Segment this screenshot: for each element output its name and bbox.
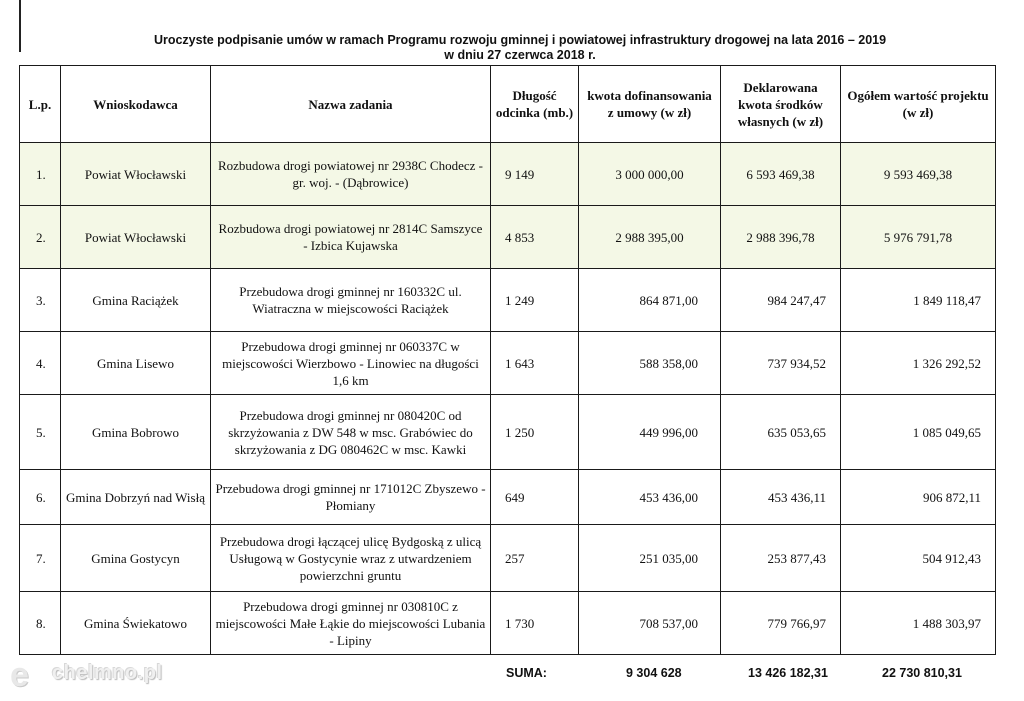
cell-length: 257 xyxy=(491,525,579,592)
cell-own-funds: 635 053,65 xyxy=(721,395,841,470)
cell-total: 1 849 118,47 xyxy=(841,269,996,332)
cell-lp: 1. xyxy=(20,143,61,206)
cell-total: 1 326 292,52 xyxy=(841,332,996,395)
cell-own-funds: 253 877,43 xyxy=(721,525,841,592)
table-row xyxy=(20,143,996,206)
header-length: Długość odcinka (mb.) xyxy=(491,66,579,143)
cell-applicant: Gmina Dobrzyń nad Wisłą xyxy=(61,470,211,525)
summary-total: 22 730 810,31 xyxy=(882,666,962,680)
cell-task: Rozbudowa drogi powiatowej nr 2938C Chodecz - gr. woj. - (Dąbrowice) xyxy=(211,143,491,206)
cell-funding: 864 871,00 xyxy=(579,269,721,332)
cell-applicant: Gmina Bobrowo xyxy=(61,395,211,470)
cell-length: 9 149 xyxy=(491,143,579,206)
cell-length: 1 250 xyxy=(491,395,579,470)
cell-own-funds: 6 593 469,38 xyxy=(721,143,841,206)
cell-funding: 453 436,00 xyxy=(579,470,721,525)
cell-applicant: Gmina Świekatowo xyxy=(61,592,211,655)
cell-total: 504 912,43 xyxy=(841,525,996,592)
cell-applicant: Powiat Włocławski xyxy=(61,143,211,206)
cell-total: 1 488 303,97 xyxy=(841,592,996,655)
header-total: Ogółem wartość projektu (w zł) xyxy=(841,66,996,143)
document-title: Uroczyste podpisanie umów w ramach Programu rozwoju gminnej i powiatowej infrastruktury drogowej na lata 2016 – 2019 xyxy=(153,33,887,47)
cell-total: 5 976 791,78 xyxy=(841,206,996,269)
cell-own-funds: 2 988 396,78 xyxy=(721,206,841,269)
cell-own-funds: 779 766,97 xyxy=(721,592,841,655)
cell-total: 9 593 469,38 xyxy=(841,143,996,206)
cell-lp: 3. xyxy=(20,269,61,332)
cell-funding: 2 988 395,00 xyxy=(579,206,721,269)
cell-lp: 5. xyxy=(20,395,61,470)
cell-task: Przebudowa drogi gminnej nr 080420C od skrzyżowania z DW 548 w msc. Grabówiec do skrzyżowania z DG 080462C w msc. Kawki xyxy=(211,395,491,470)
cell-task: Przebudowa drogi łączącej ulicę Bydgoską z ulicą Usługową w Gostycynie wraz z utwardzeniem powierzchni gruntu xyxy=(211,525,491,592)
cell-length: 4 853 xyxy=(491,206,579,269)
cell-lp: 4. xyxy=(20,332,61,395)
cell-applicant: Gmina Gostycyn xyxy=(61,525,211,592)
contracts-table xyxy=(19,65,996,655)
header-applicant: Wnioskodawca xyxy=(61,66,211,143)
table-row xyxy=(20,206,996,269)
table-row xyxy=(20,470,996,525)
summary-funding: 9 304 628 xyxy=(626,666,682,680)
watermark-text: chelmno.pl xyxy=(52,662,163,684)
cell-applicant: Gmina Raciążek xyxy=(61,269,211,332)
document-date: w dniu 27 czerwca 2018 r. xyxy=(444,48,596,62)
table-header-row xyxy=(20,66,996,143)
cell-funding: 708 537,00 xyxy=(579,592,721,655)
cell-total: 906 872,11 xyxy=(841,470,996,525)
cell-task: Rozbudowa drogi powiatowej nr 2814C Samszyce - Izbica Kujawska xyxy=(211,206,491,269)
header-lp: L.p. xyxy=(20,66,61,143)
cell-lp: 2. xyxy=(20,206,61,269)
table-row xyxy=(20,395,996,470)
cell-task: Przebudowa drogi gminnej nr 060337C w miejscowości Wierzbowo - Linowiec na długości 1,6 km xyxy=(211,332,491,395)
table-row xyxy=(20,525,996,592)
cell-task: Przebudowa drogi gminnej nr 171012C Zbyszewo - Płomiany xyxy=(211,470,491,525)
table-row xyxy=(20,332,996,395)
summary-label: SUMA: xyxy=(506,666,547,680)
header-task: Nazwa zadania xyxy=(211,66,491,143)
table-row xyxy=(20,269,996,332)
cell-funding: 3 000 000,00 xyxy=(579,143,721,206)
cell-total: 1 085 049,65 xyxy=(841,395,996,470)
left-margin-line xyxy=(19,0,21,52)
cell-lp: 6. xyxy=(20,470,61,525)
cell-length: 1 730 xyxy=(491,592,579,655)
table-row xyxy=(20,592,996,655)
cell-task: Przebudowa drogi gminnej nr 160332C ul. Wiatraczna w miejscowości Raciążek xyxy=(211,269,491,332)
cell-task: Przebudowa drogi gminnej nr 030810C z miejscowości Małe Łąkie do miejscowości Lubania - Lipiny xyxy=(211,592,491,655)
cell-applicant: Powiat Włocławski xyxy=(61,206,211,269)
cell-funding: 588 358,00 xyxy=(579,332,721,395)
cell-length: 1 643 xyxy=(491,332,579,395)
cell-own-funds: 453 436,11 xyxy=(721,470,841,525)
cell-length: 649 xyxy=(491,470,579,525)
watermark xyxy=(6,656,206,692)
cell-lp: 8. xyxy=(20,592,61,655)
cell-applicant: Gmina Lisewo xyxy=(61,332,211,395)
summary-own-funds: 13 426 182,31 xyxy=(748,666,828,680)
cell-funding: 251 035,00 xyxy=(579,525,721,592)
cell-own-funds: 984 247,47 xyxy=(721,269,841,332)
cell-own-funds: 737 934,52 xyxy=(721,332,841,395)
cell-lp: 7. xyxy=(20,525,61,592)
watermark-logo-icon: e xyxy=(10,656,29,694)
header-funding: kwota dofinansowania z umowy (w zł) xyxy=(579,66,721,143)
cell-length: 1 249 xyxy=(491,269,579,332)
header-own-funds: Deklarowana kwota środków własnych (w zł) xyxy=(721,66,841,143)
cell-funding: 449 996,00 xyxy=(579,395,721,470)
